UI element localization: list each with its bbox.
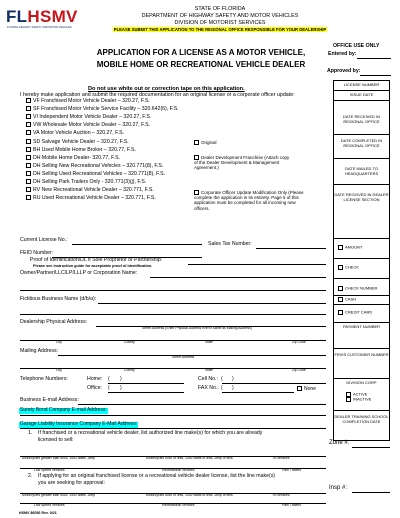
approved-by-line[interactable] [360, 75, 391, 76]
physical-address-label: Dealership Physical Address: [20, 319, 88, 325]
cell-phone-input[interactable] [222, 383, 326, 384]
amount-cell[interactable]: AMOUNT [334, 239, 389, 259]
issue-date-cell[interactable]: ISSUE DATE [334, 91, 389, 101]
physical-zip-hint: Zip Code [292, 340, 306, 344]
license-type-label: BH Used Mobile Home Broker – 320.77, F.S. [33, 146, 136, 153]
license-type-option[interactable] [26, 139, 129, 146]
department-heading: DEPARTMENT OF HIGHWAY SAFETY AND MOTOR VEHICLES [141, 13, 299, 19]
q2-text-line1: If applying for an original franchised license or a recreational vehicle dealer license, list the line make(s) [38, 473, 276, 479]
license-type-label: DH Selling Park Trailers Only - 320.771(3)(j), F.S. [33, 178, 147, 185]
physical-city-line[interactable] [20, 340, 326, 341]
license-type-checkbox[interactable] [26, 163, 31, 168]
license-type-label: RV New Recreational Vehicle Dealer – 320.771, F.S. [33, 186, 154, 193]
insp-label: Insp #: [329, 485, 348, 491]
date-received-regional-cell[interactable]: DATE RECEIVED IN REGIONAL OFFICE [334, 101, 389, 135]
zone-input[interactable] [352, 447, 390, 448]
approved-by-label: Approved by: [327, 68, 361, 74]
home-phone-label: Home: [87, 376, 103, 382]
business-email-label: Business E-mail Address: [20, 397, 79, 403]
license-type-label: VF Franchised Motor Vehicle Dealer – 320.27, F.S. [33, 97, 150, 104]
logo-subtitle: FLORIDA HIGHWAY SAFETY AND MOTOR VEHICLES [7, 26, 72, 29]
sales-tax-input[interactable] [256, 248, 326, 249]
q1-col-motorcycles-small: Motorcycles 50cc or less, 1492 watts or less, 2bhp or less [146, 456, 233, 460]
physical-state-hint: State [205, 340, 213, 344]
q1-number: 1. [28, 430, 33, 436]
current-license-input[interactable] [72, 244, 202, 245]
license-type-option[interactable] [26, 187, 154, 194]
license-type-label: DH Selling Used Recreational Vehicles – 320.771(8), F.S. [33, 170, 166, 177]
date-completed-regional-cell[interactable]: DATE COMPLETED IN REGIONAL OFFICE [334, 135, 389, 159]
surety-email-label: Surety Bond Company E-mail Address: [20, 407, 107, 413]
office-use-label: OFFICE USE ONLY [333, 43, 380, 49]
license-type-checkbox[interactable] [26, 106, 31, 111]
division-corp-cell: DIVISION CORP ACTIVE INACTIVE [334, 379, 389, 411]
feid-label: FEID Number: [20, 250, 54, 256]
license-type-option[interactable] [26, 171, 165, 178]
office-phone-label: Office: [87, 385, 102, 391]
physical-city-hint: City [56, 340, 62, 344]
fictitious-name-label: Fictitious Business Name (d/b/a): [20, 296, 97, 302]
intro-statement: I hereby make application and submit the required documentation for an original license or a corporate officer update: [20, 92, 295, 98]
license-type-checkbox[interactable] [26, 114, 31, 119]
license-type-option[interactable] [26, 98, 150, 105]
license-type-label: SF Franchised Motor Vehicle Service Facility – 320.642(6), F.S. [33, 105, 179, 112]
training-date-cell[interactable]: DEALER TRAINING SCHOOL COMPLETION DATE [334, 411, 389, 441]
mailing-county-hint: County [124, 368, 135, 372]
date-mailed-hq-cell[interactable]: DATE MAILED TO HEADQUARTERS [334, 159, 389, 185]
owner-input-line2[interactable] [20, 290, 326, 291]
division-heading: DIVISION OF MOTORIST SERVICES [174, 20, 266, 26]
inactive-checkbox[interactable] [346, 397, 351, 402]
cell-phone-label: Cell No.: [198, 376, 218, 382]
payment-number-cell[interactable]: PAYMENT NUMBER [334, 323, 389, 349]
license-type-checkbox[interactable] [26, 147, 31, 152]
mailing-state-hint: State [205, 368, 213, 372]
license-type-option[interactable] [26, 122, 150, 129]
franchise-option[interactable]: Dealer Development Franchise (Attach copy of the Dealer Development & Management Agreement.) [194, 155, 290, 171]
license-type-checkbox[interactable] [26, 130, 31, 135]
license-type-option[interactable] [26, 106, 179, 113]
insp-input[interactable] [352, 492, 390, 493]
license-type-checkbox[interactable] [26, 139, 31, 144]
license-type-label: RU Used Recreational Vehicle Dealer – 320.771, F.S. [33, 195, 156, 202]
fictitious-name-input[interactable] [98, 303, 326, 304]
check-number-checkbox[interactable] [338, 286, 343, 291]
license-type-checkbox[interactable] [26, 187, 31, 192]
mailing-city-hint: City [56, 368, 62, 372]
license-type-checkbox[interactable] [26, 98, 31, 103]
logo-text-hsmv: HSMV [27, 7, 78, 26]
credit-card-cell[interactable]: CREDIT CARD [334, 305, 389, 323]
logo-text-fl: FL [6, 7, 28, 26]
telephone-label: Telephone Numbers: [20, 376, 68, 382]
fax-none-option[interactable]: None [297, 386, 316, 393]
owner-label: Owner/Partner/LLC/LP/LLLP or Corporation Name: [20, 270, 138, 276]
fax-input[interactable] [222, 392, 294, 393]
fictitious-name-input-line2[interactable] [20, 314, 326, 315]
credit-card-checkbox[interactable] [338, 310, 343, 315]
frvis-number-cell[interactable]: FRVIS CUSTOMER NUMBER [334, 349, 389, 379]
q2-text-line2: you are seeking for approval: [38, 480, 105, 486]
q1-col-motorcycles-large: Motorcycles greater than 50cc, 1492 watts, 2bhp [22, 456, 96, 460]
license-type-checkbox[interactable] [26, 179, 31, 184]
license-type-option[interactable] [26, 147, 136, 154]
q1-col-recreational: Recreational Vehicles [162, 468, 195, 472]
q2-number: 2. [28, 473, 33, 479]
business-email-input[interactable] [78, 404, 326, 405]
home-phone-input[interactable] [108, 383, 184, 384]
license-type-label: DH Mobile Home Dealer- 320.77, F.S. [33, 154, 121, 161]
q1-text-line2: licensed to sell: [38, 437, 74, 443]
sales-tax-label: Sales Tax Number: [208, 241, 252, 247]
fax-none-checkbox[interactable] [297, 386, 302, 391]
mailing-address-label: Mailing Address: [20, 348, 59, 354]
office-use-column [333, 80, 390, 441]
form-title-line1: APPLICATION FOR A LICENSE AS A MOTOR VEHICLE, [96, 48, 306, 57]
cash-cell[interactable]: CASH [334, 296, 389, 305]
garage-email-input[interactable] [20, 428, 326, 429]
license-type-option[interactable] [26, 130, 124, 137]
cash-checkbox[interactable] [338, 297, 343, 302]
license-number-cell[interactable]: LICENSE NUMBER [334, 81, 389, 91]
license-type-option[interactable] [26, 114, 151, 121]
entered-by-label: Entered by: [328, 51, 357, 57]
check-checkbox[interactable] [338, 265, 343, 270]
mailing-city-line[interactable] [20, 368, 326, 369]
form-id: HSMV 86056 Rev. 9/21 [19, 511, 57, 515]
zone-label: Zone #: [329, 440, 350, 446]
office-phone-input[interactable] [108, 392, 184, 393]
proof-id-label: Proof of Identification/DL if Sole Proprietor or Partnership: [30, 257, 163, 263]
current-license-label: Current License No.: [20, 237, 68, 243]
license-type-option[interactable] [26, 155, 120, 162]
q2-col-motorcycles-large: Motorcycles greater than 50cc, 1492 watts, 2bhp [22, 493, 96, 497]
mailing-zip-hint: Zip Code [292, 368, 306, 372]
license-type-option[interactable] [26, 179, 146, 186]
license-type-label: VW Wholesale Motor Vehicle Dealer – 320.27, F.S. [33, 122, 151, 129]
owner-input[interactable] [150, 277, 326, 278]
original-checkbox[interactable] [194, 140, 199, 145]
fl-hsmv-logo [6, 8, 76, 32]
license-type-option[interactable] [26, 163, 163, 170]
q2-col-park-trailers: Park Trailers [282, 503, 302, 507]
license-type-label: SD Salvage Vehicle Dealer – 320.27, F.S. [33, 138, 129, 145]
check-cell[interactable]: CHECK [334, 259, 389, 279]
fax-label: FAX No.: [198, 385, 219, 391]
no-whiteout-note: Do not use white out or correction tape on this application. [88, 86, 245, 92]
license-type-checkbox[interactable] [26, 195, 31, 200]
q2-col-low-speed: Low Speed Vehicles [34, 503, 65, 507]
check-number-cell[interactable]: CHECK NUMBER [334, 279, 389, 296]
license-type-label: VA Motor Vehicle Auction – 320.27, F.S. [33, 130, 125, 137]
amount-checkbox[interactable] [338, 245, 343, 250]
mailing-street-hint: Street Address [172, 355, 195, 359]
entered-by-line[interactable] [357, 58, 391, 59]
license-type-checkbox[interactable] [26, 171, 31, 176]
corporate-update-option[interactable]: Corporate Officer Update Modification Only (Please complete the application in its entirety. Page 5 of this application must be completed for all incoming new officers. [194, 190, 304, 211]
license-type-option[interactable] [26, 195, 156, 202]
license-type-checkbox[interactable] [26, 155, 31, 160]
q2-col-tri-vehicles: Tri-Vehicles [272, 493, 290, 497]
license-type-label: VI Independent Motor Vehicle Dealer – 320.27, F.S. [33, 114, 152, 121]
license-type-checkbox[interactable] [26, 122, 31, 127]
physical-county-hint: County [124, 340, 135, 344]
proof-id-input[interactable] [188, 264, 326, 265]
original-option[interactable]: Original [194, 140, 217, 145]
q2-col-motorcycles-small: Motorcycles 50cc or less, 1492 watts or less, 2bhp or less [146, 493, 233, 497]
license-type-label: DH Selling New Recreational Vehicles – 320.771(8), F.S. [33, 162, 164, 169]
form-title-line2: MOBILE HOME OR RECREATIONAL VEHICLE DEALER [96, 60, 306, 69]
q1-col-low-speed: Low Speed Vehicles [34, 468, 65, 472]
proof-id-note: Please see instruction guide for acceptable proof of identification. [33, 264, 153, 268]
garage-email-label: Garage Liability Insurance Company E-Mail Address: [20, 421, 138, 427]
q1-text-line1: If franchised or a recreational vehicle dealer, list authorized line make(s) for which you are already [38, 430, 263, 436]
q2-col-recreational: Recreational Vehicles [162, 503, 195, 507]
date-received-dealer-cell[interactable]: DATE RECEIVED IN DEALER LICENSE SECTION [334, 185, 389, 239]
q1-col-tri-vehicles: Tri-Vehicles [272, 456, 290, 460]
submission-notice: PLEASE SUBMIT THIS APPLICATION TO THE REGIONAL OFFICE RESPONSIBLE FOR YOUR DEALERSHIP [113, 27, 327, 32]
state-heading: STATE OF FLORIDA [194, 6, 246, 12]
surety-email-input[interactable] [20, 415, 326, 416]
q1-col-park-trailers: Park Trailers [282, 468, 302, 472]
physical-address-hint: Street Address (Enter Physical Address even if same as Mailing Address) [142, 326, 252, 330]
